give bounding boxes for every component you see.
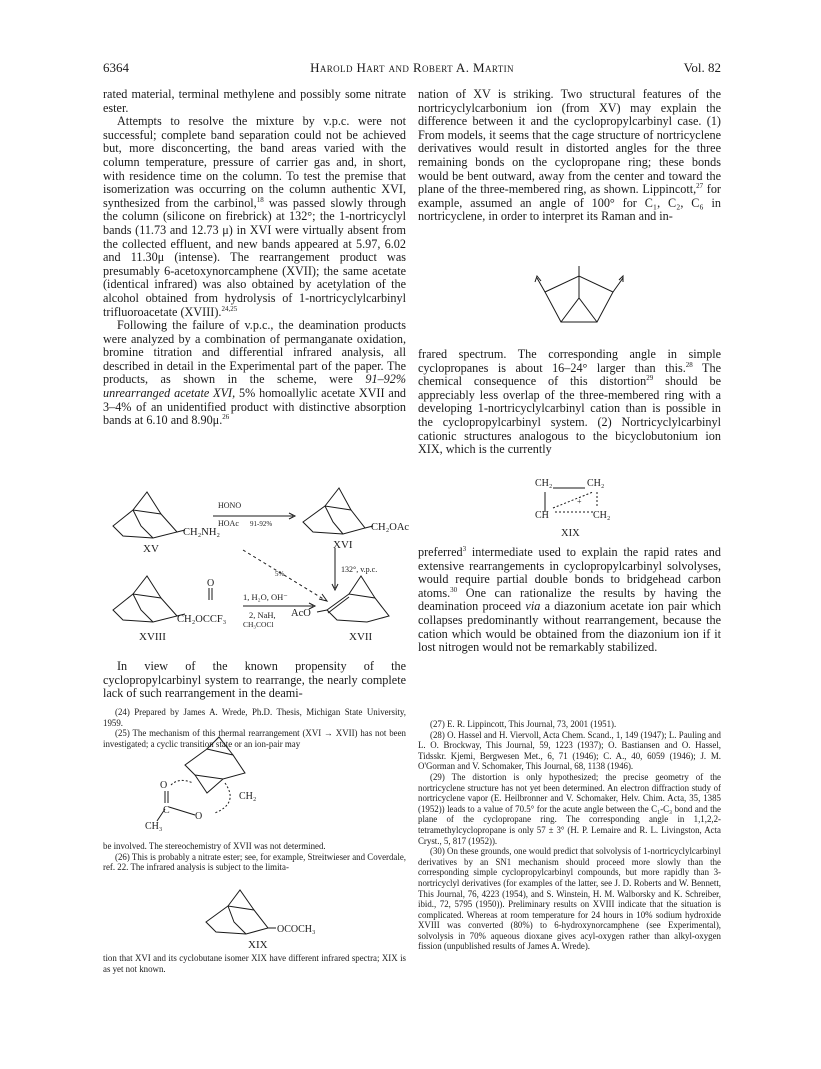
- text-run: Following the failure of v.p.c., the deamination products were analyzed by a combination of permanganate oxidation, bromine titration and differential infrared analysis, all described in detail in the Experimental part of the paper. The products, as shown in the scheme, were: [103, 318, 406, 387]
- footnote-25-cont: be involved. The stereochemistry of XVII was not determined.: [103, 841, 326, 851]
- text-run: a diazonium acetate ion pair which collapses predominantly without rearrangement, because the cation which would be obtained from the diazonium ion if it lost nitrogen would not be remarkably stabilized.: [418, 599, 722, 655]
- transition-state-structure: [135, 745, 285, 830]
- left-column-text: [103, 88, 406, 428]
- right-column-text-3: [418, 546, 721, 655]
- text-run: should be appreciably less overlap of the three-membered ring with a developing 1-nortricyclylcarbinyl cation than is possible in the cyclopropylcarbinyl system. (2) Nortricyclylcarbinyl cationic structures analogous to the bicyclobutonium ion XIX, which is the currently: [418, 374, 721, 457]
- left-column-continuation: [103, 660, 406, 701]
- footnote-24: (24) Prepared by James A. Wrede, Ph.D. Thesis, Michigan State University, 1959.: [103, 707, 406, 728]
- text-run: intermediate used to explain the rapid rates and extensive rearrangements in cyclopropylcarbinyl solvolyses, would require partial double bonds to bridgehead carbon atoms.: [418, 545, 721, 600]
- cage-angle-diagram: [535, 268, 625, 338]
- step-1: 1, H₂O, OH⁻: [243, 592, 288, 602]
- paragraph-raman: [418, 348, 721, 457]
- text-run: was passed slowly through the column (silicone on firebrick) at 132°; the 1-nortricyclyl bands (11.73 and 12.73 μ) in XVI were virtually absent from the collected effluent, and new bands appeared at 5.97, 6.02 and 11.30μ (intense). The rearrangement product was presumably 6-acetoxynorcamphene (XVII); the same acetate (identical infrared) was also obtained by acetylation of the alcohol obtained from hydrolysis of 1-nortricyclylcarbinyl trifluoroacetate (XVIII).: [103, 195, 407, 319]
- ts-ch2: CH₂: [239, 791, 257, 802]
- group-ch2occf3: CH₂OCCF₃: [177, 614, 227, 625]
- paragraph-propensity: In view of the known propensity of the cyclopropylcarbinyl system to rearrange, the nearly complete lack of such rearrangement in the deami-: [103, 659, 406, 701]
- ts-oxygen: O: [160, 780, 168, 791]
- reagent-hoac: HOAc: [218, 519, 239, 528]
- footnote-ref: 28: [685, 360, 693, 369]
- footnote-26: (26) This is probably a nitrate ester; see, for example, Streitwieser and Coverdale, ref. 22. The infrared analysis is subject to the limita-: [103, 851, 406, 873]
- footnote-ref: 18: [256, 195, 264, 204]
- xix-ch: CH: [535, 510, 549, 521]
- footnote-ref: 24,25: [221, 304, 238, 313]
- footnote-ref: 27: [696, 182, 704, 191]
- label-xviii: XVIII: [139, 631, 166, 643]
- text-run: The chemical consequence of this distortion: [418, 360, 721, 389]
- text-run: 5% homoallylic acetate XVII and 3–4% of an unidentified product with distinctive absorption bands at 6.10 and 8.90μ.: [103, 386, 407, 428]
- right-footnotes: [418, 719, 721, 952]
- footnote-ref: 30: [450, 585, 458, 594]
- footnote-27: (27) E. R. Lippincott, This Journal, 73, 2001 (1951).: [430, 719, 617, 729]
- structure-xix: [535, 478, 635, 540]
- paragraph-structural: [418, 88, 721, 224]
- label-xvii: XVII: [349, 631, 373, 643]
- volume-label: Vol. 82: [683, 60, 721, 75]
- text-run: Attempts to resolve the mixture by v.p.c. were not successful; complete band separation could not be achieved but, more disconcerting, the band areas varied with the column temperature, pressure of carrier gas and, in short, with residence time on the column. To test the premise that isomerization was occurring on the column authentic XVI, synthesized from the carbinol,: [103, 114, 406, 210]
- step-2: 2, NaH,: [249, 610, 276, 620]
- acetoxy-structure: [200, 888, 330, 951]
- text-run: nation of XV is striking. Two structural features of the nortricyclylcarbonium ion (from XV) may explain the difference between it and the cyclopropylcarbinyl case. (1) From models, it seems that the cage structure of nortricyclene derivatives would result in distorted angles for the three remaining bonds on the cyclopropane ring; these bonds would be bent outward, away from the center and toward the plane of the three-membered ring, as shown. Lippincott,: [418, 87, 721, 197]
- paragraph-deamination: [103, 319, 406, 428]
- left-footnotes-3: [103, 953, 406, 974]
- italic-run: via: [525, 599, 541, 614]
- group-ch2nh2: CH₂NH₂: [183, 527, 221, 538]
- page-number: 6364: [103, 60, 129, 75]
- footnote-28: (28) O. Hassel and H. Viervoll, Acta Chem. Scand., 1, 149 (1947); L. Pauling and L. O. Brockway, This Journal, 59, 1223 (1937); O. Bastiansen and O. Hassel, Tidsskr. Kjemi, Bergwesen Met., 6, 71 (1946); C. A., 40, 6059 (1946); J. M. O'Gorman and V. Schomaker, This Journal, 68, 1138 (1946).: [418, 729, 721, 772]
- group-ococh3: OCOCH₃: [277, 924, 316, 935]
- text-run: preferred: [418, 545, 463, 559]
- ts-oxygen-2: O: [195, 811, 203, 822]
- footnote-ref: 3: [462, 544, 467, 553]
- xix-label: XIX: [561, 528, 580, 539]
- structure-xvii: [317, 576, 389, 622]
- page-header: [103, 60, 721, 78]
- xix-ch2-bottom: CH₂: [593, 510, 611, 521]
- paragraph: rated material, terminal methylene and possibly some nitrate ester.: [103, 87, 406, 115]
- ts-ch3: CH₃: [145, 821, 163, 832]
- footnote-ref: 29: [646, 374, 654, 383]
- xix-ch2-top-left: CH₂: [535, 478, 553, 489]
- label-xvi: XVI: [333, 539, 353, 551]
- xix-charge: +: [577, 497, 582, 506]
- footnote-29: (29) The distortion is only hypothesized; the precise geometry of the nortricyclene structure has not yet been determined. An electron diffraction study of nortricyclene vapor (E. Heilbronner and V. Schomaker, Helv. Chim. Acta, 35, 1385 (1952)) leads to a value of 70.5° for the acute angle between the C₁-C₃ bond and the plane of the cyclopropane ring. The corresponding angle in 1,1,2,2-tetramethylcyclopropane is only 57 ± 3° (H. P. Lemaire and R. L. Livingston, Acta Cryst., 5, 817 (1952)).: [418, 771, 721, 846]
- footnote-26-cont: tion that XVI and its cyclobutane isomer XIX have different infrared spectra; XIX is as yet not known.: [103, 953, 406, 974]
- yield-label: 91-92%: [250, 520, 273, 528]
- reaction-scheme: [103, 480, 413, 655]
- carbonyl-o: O: [207, 578, 215, 589]
- structure-xvi: [303, 488, 373, 534]
- ts-carbon: C: [163, 805, 170, 816]
- footnote-25: (25) The mechanism of this thermal rearrangement (XVI → XVII) has not been investigated; a cyclic transition state or an ion-pair may: [103, 728, 406, 749]
- footnote-30: (30) On these grounds, one would predict that solvolysis of 1-nortricyclylcarbinyl derivatives by an SN1 mechanism should proceed more slowly than the corresponding simple cyclopropylcarbinyl compounds, but more rapidly than 3-nortricyclyl derivatives (for examples of the latter, see J. D. Roberts and W. Bennett, This Journal, 76, 4223 (1954), and S. Winstein, H. M. Walborsky and K. Schreiber, ibid., 72, 5795 (1950)). Preliminary results on XVIII indicate that the situation is complicated. Whereas at room temperature for 24 hours in 10% sodium hydroxide XVIII was converted (80%) to 6-hydroxynorcamphene (see Experimental), solvolysis in 70% aqueous dioxane gives acyl-oxygen rather than alkyl-oxygen fission (unpublished results of James A. Wrede).: [418, 846, 721, 952]
- running-title-authors: Harold Hart and Robert A. Martin: [310, 60, 514, 75]
- group-aco: AcO: [291, 608, 311, 619]
- xix-ch2-top-right: CH₂: [587, 478, 605, 489]
- paragraph-vpc: [103, 115, 406, 319]
- paragraph-rationale: [418, 546, 721, 655]
- condition-vpc: 132°, v.p.c.: [341, 565, 378, 574]
- label-xix-left: XIX: [248, 939, 268, 951]
- left-footnotes-2: [103, 841, 406, 873]
- right-column-text: [418, 88, 721, 224]
- label-xv: XV: [143, 543, 159, 555]
- text-run: for example, assumed an angle of 100° for C₁, C₂, C₆ in nortricyclene, in order to interpret its Raman and in-: [418, 182, 721, 224]
- left-footnotes: [103, 707, 406, 749]
- right-column-text-2: [418, 348, 721, 457]
- percent-label: 5%: [275, 570, 285, 578]
- text-run: One can rationalize the results by having the deamination proceed: [418, 585, 721, 614]
- group-ch2oac: CH₂OAc: [371, 522, 410, 533]
- reagent-ch3coci: CH₃COCl: [243, 620, 274, 629]
- reagent-hono: HONO: [218, 501, 242, 510]
- text-run: frared spectrum. The corresponding angle in simple cyclopropanes is about 16–24° larger than this.: [418, 347, 721, 375]
- footnote-ref: 26: [222, 413, 230, 422]
- structure-xv: [113, 492, 185, 538]
- italic-run: 91–92% unrearranged acetate XVI,: [103, 372, 407, 401]
